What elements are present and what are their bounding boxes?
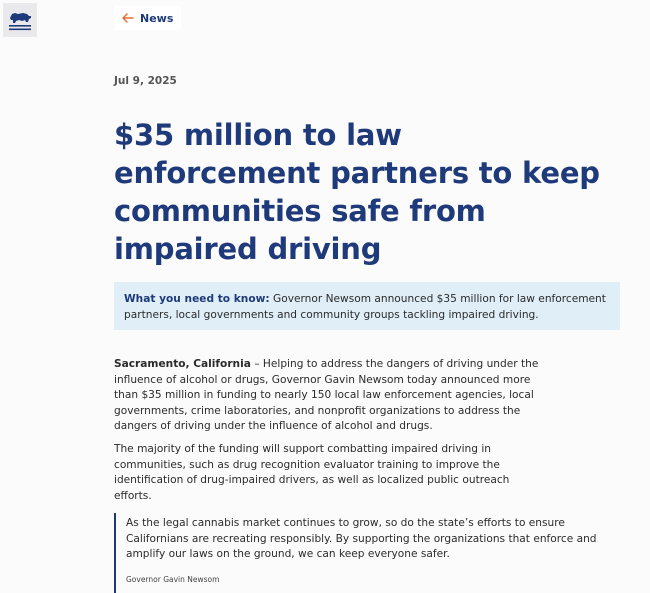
paragraph-1-text: – Helping to address the dangers of driving under the influence of alcohol or drugs, Governor Gavin Newsom today announced more than $35 million in funding to nearly 150 local law enforcement agencies, local governments, crime laboratories, and nonprofit organizations to address the dangers of driving under the influence of alcohol and drugs. xyxy=(114,358,539,432)
quote-author: Governor Gavin Newsom xyxy=(126,574,220,584)
back-to-news-link[interactable] xyxy=(114,6,181,30)
article-paragraph-2: The majority of the funding will support combatting impaired driving in communities, such as drug recognition evaluator training to improve the identification of drug-impaired drivers, as well as localized public outreach efforts. xyxy=(114,443,510,502)
article-paragraph-1 xyxy=(114,357,544,435)
summary-callout xyxy=(114,282,620,330)
article-date: Jul 9, 2025 xyxy=(114,75,177,87)
back-link-label: News xyxy=(140,11,174,25)
callout-label: What you need to know: xyxy=(124,293,270,305)
callout-text: Governor Newsom announced $35 million for law enforcement partners, local governments and community groups tackling impaired driving. xyxy=(124,293,606,321)
page-title: $35 million to law enforcement partners to keep communities safe from impaired driving xyxy=(114,118,600,266)
logo[interactable] xyxy=(3,3,37,37)
dateline: Sacramento, California xyxy=(114,358,251,370)
pull-quote xyxy=(114,513,620,593)
bear-logo-icon xyxy=(7,8,33,32)
quote-text: As the legal cannabis market continues to grow, so do the state’s efforts to ensure Californians are recreating responsibly. By supporting the organizations that enforce and amplify our laws on the ground, we can keep everyone safer. xyxy=(126,517,597,560)
arrow-left-icon xyxy=(122,13,134,23)
